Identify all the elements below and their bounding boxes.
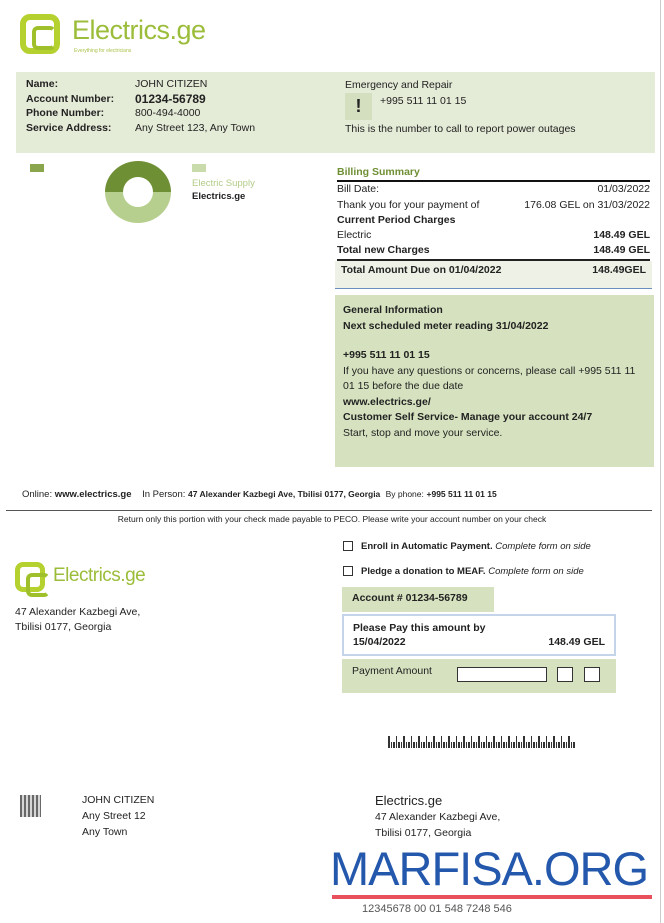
barcode-bar bbox=[488, 742, 490, 748]
payment-row bbox=[337, 198, 650, 213]
payment-amount-box bbox=[342, 659, 616, 693]
barcode-bar bbox=[443, 742, 445, 748]
start-stop-note: Start, stop and move your service. bbox=[343, 426, 503, 439]
website-link[interactable]: www.electrics.ge/ bbox=[343, 395, 431, 408]
stub-account-number: Account # 01234-56789 bbox=[342, 587, 494, 612]
stub-brand-name: Electrics.ge bbox=[53, 565, 146, 586]
qr-code-icon bbox=[20, 795, 41, 817]
account-number: 01234-56789 bbox=[135, 91, 206, 106]
name-label: Name: bbox=[26, 78, 59, 90]
account-label: Account Number: bbox=[26, 92, 115, 105]
recipient-town: Any Town bbox=[82, 826, 128, 838]
tear-line bbox=[6, 510, 652, 511]
watermark: MARFISA.ORG bbox=[330, 842, 649, 895]
barcode-bar bbox=[441, 736, 443, 748]
payment-value: 176.08 GEL on 31/03/2022 bbox=[524, 198, 650, 211]
barcode-bar bbox=[556, 742, 558, 748]
payment-label: Thank you for your payment of bbox=[337, 198, 480, 211]
billing-summary bbox=[337, 165, 650, 289]
total-new-value: 148.49 GEL bbox=[593, 244, 650, 257]
barcode-bar bbox=[398, 742, 400, 748]
barcode-bar bbox=[466, 742, 468, 748]
barcode-bar bbox=[573, 742, 575, 748]
barcode-bar bbox=[568, 736, 570, 748]
emergency-title: Emergency and Repair bbox=[345, 79, 453, 91]
stub-logo bbox=[15, 562, 145, 598]
barcode-bar bbox=[388, 736, 390, 748]
barcode-bar bbox=[528, 742, 530, 748]
plug-logo-icon bbox=[15, 562, 45, 592]
legend-swatch-light bbox=[192, 164, 206, 172]
barcode-bar bbox=[408, 742, 410, 748]
auto-pay-option[interactable] bbox=[343, 541, 591, 553]
auto-pay-note: Complete form on side bbox=[495, 541, 591, 552]
general-title: General Information bbox=[343, 304, 443, 316]
barcode-bar bbox=[536, 742, 538, 748]
plug-logo-icon bbox=[20, 14, 60, 54]
emergency-note: This is the number to call to report power outages bbox=[345, 123, 576, 135]
barcode-bar bbox=[503, 742, 505, 748]
barcode-bar bbox=[526, 742, 528, 748]
total-new-label: Total new Charges bbox=[337, 244, 430, 257]
barcode-bar bbox=[428, 742, 430, 748]
barcode-bar bbox=[501, 736, 503, 748]
brand-tagline: Everything for electricians bbox=[74, 48, 132, 54]
barcode-bar bbox=[493, 736, 495, 748]
legend-electric-supply: Electric Supply bbox=[192, 178, 255, 189]
barcode-bar bbox=[461, 742, 463, 748]
payment-amount-input[interactable] bbox=[457, 667, 547, 682]
barcode-bar bbox=[541, 742, 543, 748]
questions-note: If you have any questions or concerns, please call +995 511 11 01 15 before the due date bbox=[343, 364, 636, 392]
brand-logo bbox=[20, 14, 206, 62]
person-address: 47 Alexander Kazbegi Ave, Tbilisi 0177, Georgia bbox=[188, 489, 381, 499]
barcode-bar bbox=[413, 742, 415, 748]
pledge-note: Complete form on side bbox=[488, 566, 584, 577]
barcode-bar bbox=[548, 742, 550, 748]
barcode-bar bbox=[458, 742, 460, 748]
pay-amount: 148.49 GEL bbox=[548, 636, 605, 648]
barcode-bar bbox=[471, 736, 473, 748]
barcode-bar bbox=[478, 736, 480, 748]
current-charges-label: Current Period Charges bbox=[337, 213, 456, 226]
barcode-bar bbox=[566, 742, 568, 748]
barcode-bar bbox=[553, 736, 555, 748]
barcode-bar bbox=[496, 742, 498, 748]
barcode-bar bbox=[431, 742, 433, 748]
electric-value: 148.49 GEL bbox=[593, 229, 650, 242]
barcode-bar bbox=[438, 742, 440, 748]
barcode-bar bbox=[433, 736, 435, 748]
barcode-bar bbox=[421, 742, 423, 748]
phone-number: 800-494-4000 bbox=[135, 107, 201, 119]
barcode-bar bbox=[463, 736, 465, 748]
barcode-bar bbox=[473, 742, 475, 748]
page-edge bbox=[660, 0, 661, 923]
exclamation-icon: ! bbox=[345, 93, 372, 120]
payment-cents-box[interactable] bbox=[557, 667, 573, 682]
contact-line bbox=[22, 488, 497, 501]
barcode-bar bbox=[543, 742, 545, 748]
address-line: 47 Alexander Kazbegi Ave, bbox=[15, 606, 141, 618]
barcode-bar bbox=[531, 736, 533, 748]
barcode-bar bbox=[513, 742, 515, 748]
barcode-bar bbox=[446, 742, 448, 748]
person-label: In Person: bbox=[142, 489, 186, 500]
contact-phone: +995 511 11 01 15 bbox=[426, 489, 497, 499]
total-due-label: Total Amount Due on 01/04/2022 bbox=[341, 263, 502, 276]
sender-name: Electrics.ge bbox=[375, 793, 443, 808]
general-info-box bbox=[335, 295, 654, 467]
phone-label: By phone: bbox=[385, 489, 424, 499]
barcode-bar bbox=[448, 736, 450, 748]
barcode-bar bbox=[451, 742, 453, 748]
barcode-bar bbox=[506, 742, 508, 748]
barcode-bar bbox=[426, 736, 428, 748]
general-phone: +995 511 11 01 15 bbox=[343, 349, 430, 361]
barcode-bar bbox=[483, 742, 485, 748]
electric-label: Electric bbox=[337, 229, 372, 242]
emergency-phone: +995 511 11 01 15 bbox=[380, 95, 467, 107]
barcode-bar bbox=[563, 742, 565, 748]
bill-date: 01/03/2022 bbox=[597, 183, 650, 196]
barcode-bar bbox=[391, 742, 393, 748]
customer-info bbox=[26, 77, 114, 135]
pledge-checkbox[interactable] bbox=[343, 566, 353, 576]
barcode-bar bbox=[411, 736, 413, 748]
address-line: Tbilisi 0177, Georgia bbox=[15, 621, 112, 633]
barcode-bar bbox=[546, 736, 548, 748]
total-due-row bbox=[335, 261, 652, 289]
watermark-underline bbox=[332, 895, 652, 899]
barcode-bar bbox=[393, 742, 395, 748]
barcode-bar bbox=[396, 736, 398, 748]
barcode-bar bbox=[523, 736, 525, 748]
barcode-bar bbox=[521, 742, 523, 748]
pledge-label: Pledge a donation to MEAF. bbox=[361, 566, 486, 577]
barcode-bar bbox=[551, 742, 553, 748]
barcode-bar bbox=[486, 736, 488, 748]
barcode-bar bbox=[571, 742, 573, 748]
legend-supplier: Electrics.ge bbox=[192, 191, 246, 202]
barcode-bar bbox=[498, 742, 500, 748]
barcode-bar bbox=[453, 742, 455, 748]
sender-address bbox=[375, 793, 500, 841]
barcode-bar bbox=[538, 736, 540, 748]
barcode-bar bbox=[518, 742, 520, 748]
service-address: Any Street 123, Any Town bbox=[135, 121, 256, 134]
pay-by-date: 15/04/2022 bbox=[353, 636, 406, 648]
postal-barcode bbox=[388, 736, 576, 748]
pledge-option[interactable] bbox=[343, 566, 584, 578]
pay-by-label: Please Pay this amount by bbox=[353, 622, 486, 634]
barcode-bar bbox=[416, 742, 418, 748]
bill-date-label: Bill Date: bbox=[337, 183, 380, 196]
total-due-value: 148.49GEL bbox=[592, 263, 646, 276]
stub-company-address bbox=[15, 605, 140, 635]
barcode-bar bbox=[511, 742, 513, 748]
electric-row bbox=[337, 228, 650, 243]
usage-donut-chart bbox=[105, 161, 171, 223]
total-new-row bbox=[337, 243, 650, 260]
barcode-bar bbox=[508, 736, 510, 748]
barcode-bar bbox=[491, 742, 493, 748]
phone-label: Phone Number: bbox=[26, 107, 105, 119]
sender-street: 47 Alexander Kazbegi Ave, bbox=[375, 811, 501, 823]
recipient-address bbox=[82, 792, 154, 840]
billing-title: Billing Summary bbox=[337, 165, 650, 182]
customer-values bbox=[135, 77, 255, 135]
barcode-bar bbox=[436, 742, 438, 748]
online-label: Online: bbox=[22, 489, 53, 500]
barcode-bar bbox=[558, 742, 560, 748]
brand-name: Electrics.ge bbox=[72, 15, 206, 45]
barcode-bar bbox=[423, 742, 425, 748]
meter-reading: Next scheduled meter reading 31/04/2022 bbox=[343, 319, 549, 332]
barcode-bar bbox=[403, 736, 405, 748]
online-link[interactable]: www.electrics.ge bbox=[54, 489, 132, 500]
auto-pay-label: Enroll in Automatic Payment. bbox=[361, 541, 493, 552]
payment-amount-label: Payment Amount bbox=[352, 665, 432, 677]
barcode-bar bbox=[481, 742, 483, 748]
barcode-bar bbox=[533, 742, 535, 748]
sender-city: Tbilisi 0177, Georgia bbox=[375, 827, 472, 839]
return-note: Return only this portion with your check made payable to PECO. Please write your account number on your check bbox=[117, 514, 547, 524]
barcode-bar bbox=[476, 742, 478, 748]
address-label: Service Address: bbox=[26, 121, 112, 134]
legend-swatch-dark bbox=[30, 164, 44, 172]
self-service: Customer Self Service- Manage your account 24/7 bbox=[343, 411, 593, 423]
barcode-bar bbox=[468, 742, 470, 748]
auto-pay-checkbox[interactable] bbox=[343, 541, 353, 551]
payment-cents-box[interactable] bbox=[584, 667, 600, 682]
barcode-bar bbox=[516, 736, 518, 748]
barcode-bar bbox=[401, 742, 403, 748]
customer-name: JOHN CITIZEN bbox=[135, 78, 208, 90]
barcode-bar bbox=[418, 736, 420, 748]
recipient-name: JOHN CITIZEN bbox=[82, 794, 155, 806]
barcode-bar bbox=[561, 736, 563, 748]
pay-by-box bbox=[342, 614, 616, 656]
barcode-bar bbox=[406, 742, 408, 748]
recipient-street: Any Street 12 bbox=[82, 810, 146, 822]
scan-line: 12345678 00 01 548 7248 546 bbox=[362, 903, 512, 915]
barcode-bar bbox=[456, 736, 458, 748]
bill-date-row bbox=[337, 182, 650, 197]
